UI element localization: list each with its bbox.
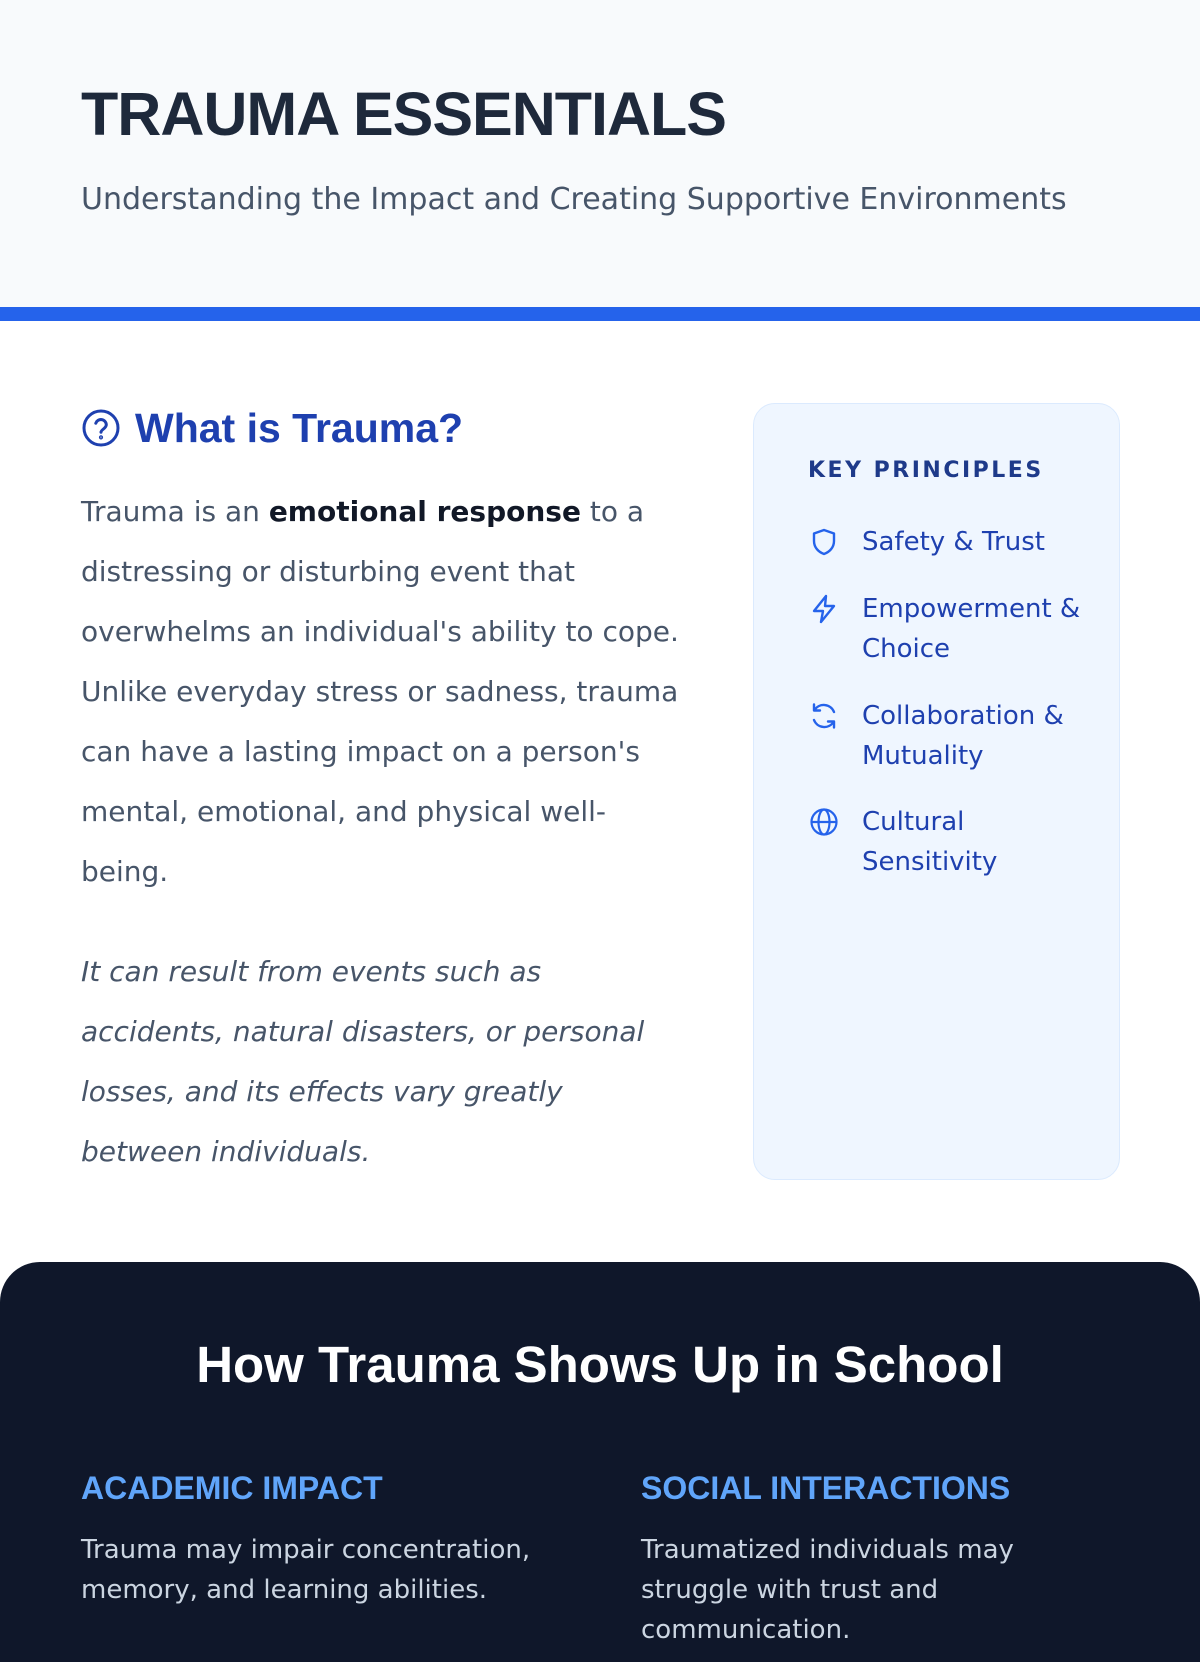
section-header-what-is-trauma bbox=[81, 400, 463, 456]
lightning-icon bbox=[808, 593, 840, 625]
intro-text-start: Trauma is an bbox=[81, 495, 269, 528]
academic-impact-heading: ACADEMIC IMPACT bbox=[81, 1470, 383, 1506]
question-circle-icon bbox=[81, 408, 121, 448]
school-section-title: How Trauma Shows Up in School bbox=[196, 1336, 1004, 1393]
page-title: TRAUMA ESSENTIALS bbox=[81, 80, 726, 148]
card-title: KEY PRINCIPLES bbox=[808, 458, 1044, 483]
principle-label: Safety & Trust bbox=[862, 527, 1045, 557]
principle-label: Cultural Sensitivity bbox=[862, 807, 998, 877]
principle-cultural-sensitivity bbox=[808, 802, 1082, 882]
section-title: What is Trauma? bbox=[135, 404, 464, 451]
principle-label: Empowerment & Choice bbox=[862, 594, 1081, 664]
page-subtitle: Understanding the Impact and Creating Supportive Environments bbox=[81, 182, 1067, 217]
intro-note: It can result from events such as accidents, natural disasters, or personal losses, and its effects vary greatly between individuals. bbox=[81, 955, 645, 1168]
header-accent-bar bbox=[0, 307, 1200, 321]
key-principles-card bbox=[753, 403, 1120, 1180]
globe-icon bbox=[808, 806, 840, 838]
social-interactions-text: Traumatized individuals may struggle with trust and communication. bbox=[641, 1535, 1014, 1645]
header bbox=[0, 0, 1200, 307]
refresh-icon bbox=[808, 700, 840, 732]
principle-collaboration bbox=[808, 696, 1082, 776]
shield-icon bbox=[808, 526, 840, 558]
intro-paragraph bbox=[81, 482, 681, 902]
intro-text-end: to a distressing or disturbing event that overwhelms an individual's ability to cope. Unlike everyday stress or sadness, trauma can have a lasting impact on a person's mental, emotional, and physical well-being. bbox=[81, 495, 679, 888]
principle-safety-trust bbox=[808, 522, 1082, 562]
principle-label: Collaboration & Mutuality bbox=[862, 701, 1064, 771]
social-interactions-heading: SOCIAL INTERACTIONS bbox=[641, 1470, 1011, 1506]
intro-emphasis: emotional response bbox=[268, 495, 581, 528]
academic-impact-text: Trauma may impair concentration, memory, and learning abilities. bbox=[81, 1535, 531, 1605]
principle-empowerment bbox=[808, 589, 1082, 669]
